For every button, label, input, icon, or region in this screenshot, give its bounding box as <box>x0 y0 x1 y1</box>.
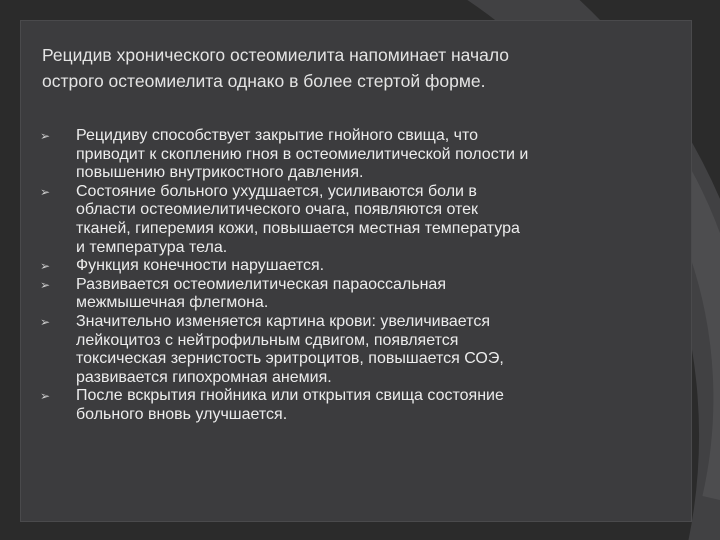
bullet-text-line: и температура тела. <box>76 238 228 256</box>
bullet-item <box>40 387 640 424</box>
arrow-bullet-icon: ➢ <box>40 277 51 292</box>
arrow-bullet-icon: ➢ <box>40 129 51 143</box>
bullet-text-line: Развивается остеомиелитическая параоссальная <box>76 275 446 293</box>
bullet-text-line: межмышечная флегмона. <box>76 294 269 312</box>
bullet-text-line: больного вновь улучшается. <box>76 405 288 423</box>
bullet-item <box>40 257 640 276</box>
slide-title <box>42 42 642 94</box>
bullet-text-line: Значительно изменяется картина крови: увеличивается <box>76 312 490 330</box>
bullet-item <box>40 127 640 183</box>
bullet-text-line: области остеомиелитического очага, появляются отек <box>76 201 479 219</box>
slide-title-line: острого остеомиелита однако в более стертой форме. <box>42 71 486 91</box>
bullet-text-line: Состояние больного ухудшается, усиливаются боли в <box>76 182 477 200</box>
bullet-text-line: тканей, гиперемия кожи, повышается местная температура <box>76 219 520 237</box>
arrow-bullet-icon: ➢ <box>40 184 51 199</box>
bullet-item <box>40 276 640 313</box>
bullet-text-line: Функция конечности нарушается. <box>76 257 325 275</box>
arrow-bullet-icon: ➢ <box>40 389 51 404</box>
bullet-item <box>40 183 640 257</box>
slide-title-line: Рецидив хронического остеомиелита напоминает начало <box>42 45 509 65</box>
bullet-text-line: лейкоцитоз с нейтрофильным сдвигом, появляется <box>76 331 459 349</box>
arrow-bullet-icon: ➢ <box>40 259 51 274</box>
bullet-text-line: повышению внутрикостного давления. <box>76 164 364 182</box>
bullet-item <box>40 313 640 387</box>
bullet-text-line: токсическая зернистость эритроцитов, повышается СОЭ, <box>76 350 504 368</box>
arrow-bullet-icon: ➢ <box>40 314 51 329</box>
bullet-text-line: развивается гипохромная анемия. <box>76 368 332 386</box>
bullet-text-line: приводит к скоплению гноя в остеомиелитической полости и <box>76 145 529 163</box>
bullet-text-line: Рецидиву способствует закрытие гнойного свища, что <box>76 127 478 144</box>
bullet-list <box>40 127 640 425</box>
bullet-text-line: После вскрытия гнойника или открытия свища состояние <box>76 387 504 405</box>
